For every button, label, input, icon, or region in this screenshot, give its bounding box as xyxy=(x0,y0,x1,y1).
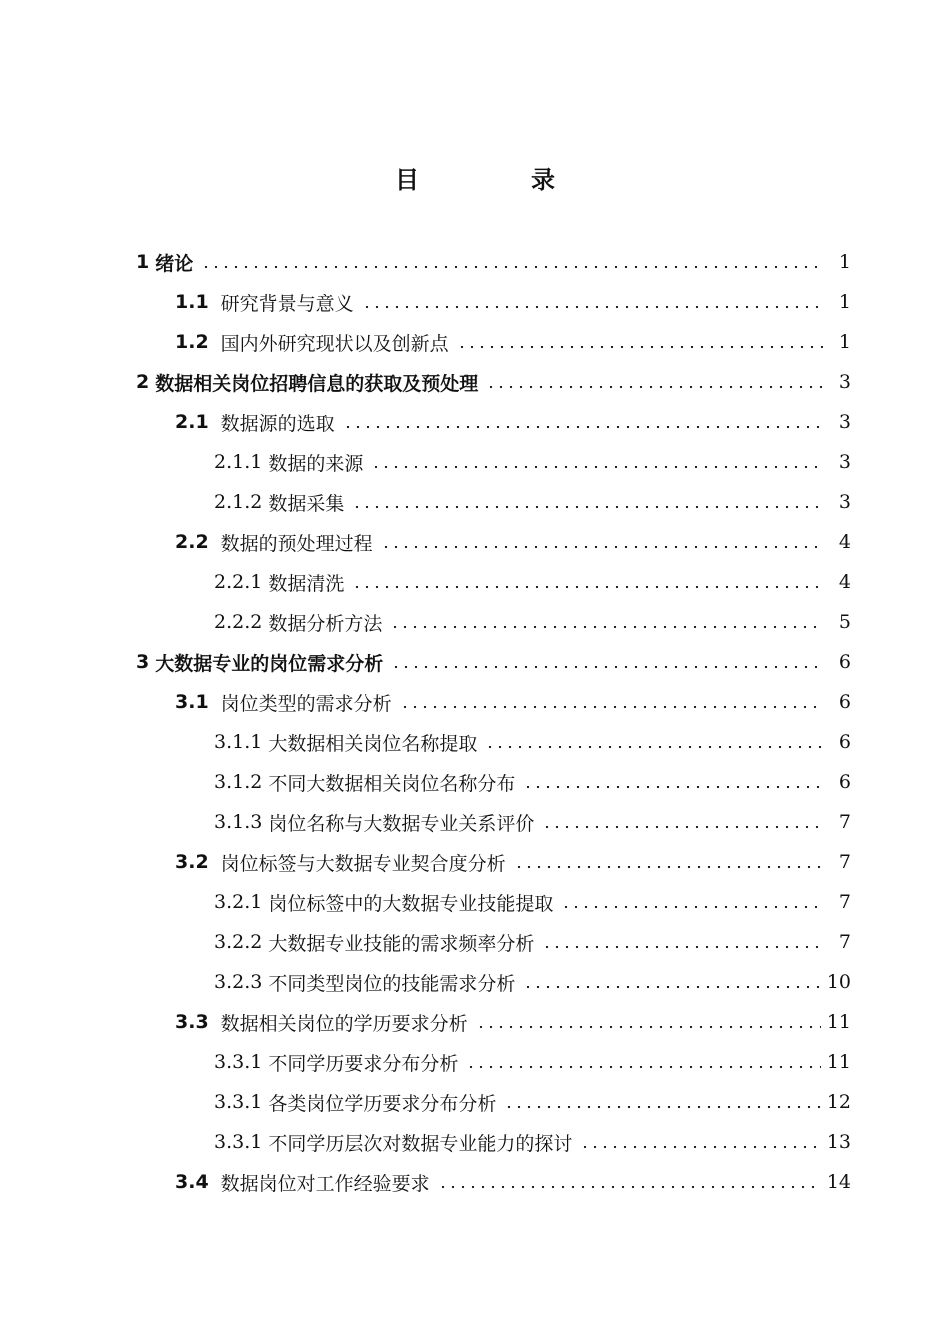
dot-leader xyxy=(457,346,823,348)
dot-leader xyxy=(438,1186,821,1188)
toc-title: 目 录 xyxy=(395,166,599,194)
toc-entry-number: 2.1.1 xyxy=(214,451,263,473)
toc-entry[interactable] xyxy=(0,762,950,802)
toc-entry-title: 大数据专业技能的需求频率分析 xyxy=(268,932,535,955)
toc-entry[interactable] xyxy=(0,1082,950,1122)
toc-entry-page-number: 3 xyxy=(838,371,851,393)
dot-leader xyxy=(580,1146,820,1148)
toc-entry-title: 数据的预处理过程 xyxy=(220,532,373,555)
toc-entry-page-number: 3 xyxy=(838,491,851,513)
toc-entry-title: 不同类型岗位的技能需求分析 xyxy=(268,972,516,995)
dot-leader xyxy=(391,666,823,668)
toc-entry-title: 研究背景与意义 xyxy=(220,292,354,315)
toc-entry-page-number: 3 xyxy=(838,451,851,473)
toc-entry[interactable] xyxy=(0,882,950,922)
toc-entry-number: 2.1 xyxy=(175,411,209,433)
toc-entry-page-number: 1 xyxy=(838,291,851,313)
toc-entry-title: 各类岗位学历要求分布分析 xyxy=(268,1092,497,1115)
toc-entry[interactable] xyxy=(0,242,950,282)
toc-entry[interactable] xyxy=(0,522,950,562)
toc-entry-number: 2 xyxy=(136,371,150,393)
toc-entry-number: 1.2 xyxy=(175,331,209,353)
toc-entry-title: 大数据相关岗位名称提取 xyxy=(268,732,478,755)
dot-leader xyxy=(352,506,823,508)
dot-leader xyxy=(381,546,823,548)
dot-leader xyxy=(523,986,820,988)
toc-entry[interactable] xyxy=(0,1002,950,1042)
toc-entry[interactable] xyxy=(0,1042,950,1082)
toc-entry[interactable] xyxy=(0,802,950,842)
toc-entry-title: 不同大数据相关岗位名称分布 xyxy=(268,772,516,795)
toc-entry-title: 数据相关岗位招聘信息的获取及预处理 xyxy=(155,372,479,395)
toc-entry-page-number: 13 xyxy=(826,1131,851,1153)
toc-entry[interactable] xyxy=(0,962,950,1002)
dot-leader xyxy=(371,466,823,468)
toc-entry-page-number: 12 xyxy=(826,1091,851,1113)
toc-entry-title: 岗位类型的需求分析 xyxy=(220,692,392,715)
toc-entry-page-number: 7 xyxy=(838,811,851,833)
dot-leader xyxy=(523,786,823,788)
toc-entry-title: 不同学历层次对数据专业能力的探讨 xyxy=(268,1132,573,1155)
toc-entry-number: 3.3.1 xyxy=(214,1091,263,1113)
toc-entry-page-number: 6 xyxy=(838,691,851,713)
dot-leader xyxy=(485,746,823,748)
toc-entry-title: 数据采集 xyxy=(268,492,345,515)
toc-entry-number: 3.2.1 xyxy=(214,891,263,913)
dot-leader xyxy=(486,386,823,388)
toc-entry-page-number: 7 xyxy=(838,851,851,873)
toc-entry-title: 岗位名称与大数据专业关系评价 xyxy=(268,812,535,835)
toc-entry-title: 数据岗位对工作经验要求 xyxy=(220,1172,430,1195)
toc-entry-page-number: 11 xyxy=(826,1051,851,1073)
dot-leader xyxy=(504,1106,820,1108)
dot-leader xyxy=(476,1026,821,1028)
toc-entry-title: 数据源的选取 xyxy=(220,412,335,435)
toc-entry[interactable] xyxy=(0,1122,950,1162)
toc-entry[interactable] xyxy=(0,402,950,442)
toc-entry-title: 国内外研究现状以及创新点 xyxy=(220,332,449,355)
toc-entry[interactable] xyxy=(0,282,950,322)
toc-entry-page-number: 3 xyxy=(838,411,851,433)
toc-entry[interactable] xyxy=(0,322,950,362)
toc-entry-title: 绪论 xyxy=(155,252,194,275)
dot-leader xyxy=(561,906,823,908)
toc-entry-title: 数据相关岗位的学历要求分析 xyxy=(220,1012,468,1035)
dot-leader xyxy=(343,426,823,428)
toc-entry-page-number: 4 xyxy=(838,571,851,593)
toc-entry-number: 2.2 xyxy=(175,531,209,553)
toc-entry-title: 岗位标签与大数据专业契合度分析 xyxy=(220,852,506,875)
toc-entry-number: 3.3.1 xyxy=(214,1051,263,1073)
dot-leader xyxy=(514,866,823,868)
toc-entry-title: 不同学历要求分布分析 xyxy=(268,1052,459,1075)
toc-entry[interactable] xyxy=(0,1162,950,1202)
toc-entry-number: 3.1.1 xyxy=(214,731,263,753)
dot-leader xyxy=(362,306,823,308)
toc-entry-page-number: 4 xyxy=(838,531,851,553)
toc-entry[interactable] xyxy=(0,922,950,962)
dot-leader xyxy=(466,1066,820,1068)
toc-entry-page-number: 5 xyxy=(838,611,851,633)
dot-leader xyxy=(390,626,823,628)
toc-entry-number: 2.1.2 xyxy=(214,491,263,513)
toc-entry[interactable] xyxy=(0,722,950,762)
toc-entry-number: 3.4 xyxy=(175,1171,209,1193)
toc-entry-page-number: 1 xyxy=(838,331,851,353)
dot-leader xyxy=(542,826,823,828)
toc-entry-page-number: 6 xyxy=(838,771,851,793)
toc-entry-page-number: 6 xyxy=(838,731,851,753)
toc-entry-page-number: 11 xyxy=(826,1011,851,1033)
toc-entry-number: 3.3.1 xyxy=(214,1131,263,1153)
toc-entry-title: 数据清洗 xyxy=(268,572,345,595)
toc-entry-number: 3.2 xyxy=(175,851,209,873)
toc-entry-number: 3 xyxy=(136,651,150,673)
toc-entry[interactable] xyxy=(0,682,950,722)
toc-entry-page-number: 7 xyxy=(838,931,851,953)
toc-entry[interactable] xyxy=(0,562,950,602)
toc-entry-number: 2.2.1 xyxy=(214,571,263,593)
toc-entry-number: 1 xyxy=(136,251,150,273)
dot-leader xyxy=(201,266,823,268)
toc-entry-page-number: 7 xyxy=(838,891,851,913)
dot-leader xyxy=(352,586,823,588)
toc-entry[interactable] xyxy=(0,602,950,642)
toc-entry-number: 3.1.2 xyxy=(214,771,263,793)
toc-entry-page-number: 6 xyxy=(838,651,851,673)
toc-entry-page-number: 14 xyxy=(826,1171,851,1193)
toc-entry[interactable] xyxy=(0,482,950,522)
dot-leader xyxy=(400,706,823,708)
dot-leader xyxy=(542,946,823,948)
toc-entry-number: 3.2.2 xyxy=(214,931,263,953)
toc-entry-title: 数据分析方法 xyxy=(268,612,383,635)
toc-entry-number: 3.3 xyxy=(175,1011,209,1033)
toc-entry[interactable] xyxy=(0,362,950,402)
toc-entry-title: 岗位标签中的大数据专业技能提取 xyxy=(268,892,554,915)
toc-entry-number: 3.2.3 xyxy=(214,971,263,993)
toc-entry-page-number: 10 xyxy=(826,971,851,993)
toc-list xyxy=(0,242,950,1202)
toc-entry-number: 2.2.2 xyxy=(214,611,263,633)
toc-entry-number: 1.1 xyxy=(175,291,209,313)
toc-entry-title: 大数据专业的岗位需求分析 xyxy=(155,652,384,675)
toc-entry-number: 3.1 xyxy=(175,691,209,713)
toc-entry-number: 3.1.3 xyxy=(214,811,263,833)
toc-entry[interactable] xyxy=(0,642,950,682)
toc-entry[interactable] xyxy=(0,842,950,882)
toc-entry[interactable] xyxy=(0,442,950,482)
toc-entry-page-number: 1 xyxy=(838,251,851,273)
toc-entry-title: 数据的来源 xyxy=(268,452,364,475)
